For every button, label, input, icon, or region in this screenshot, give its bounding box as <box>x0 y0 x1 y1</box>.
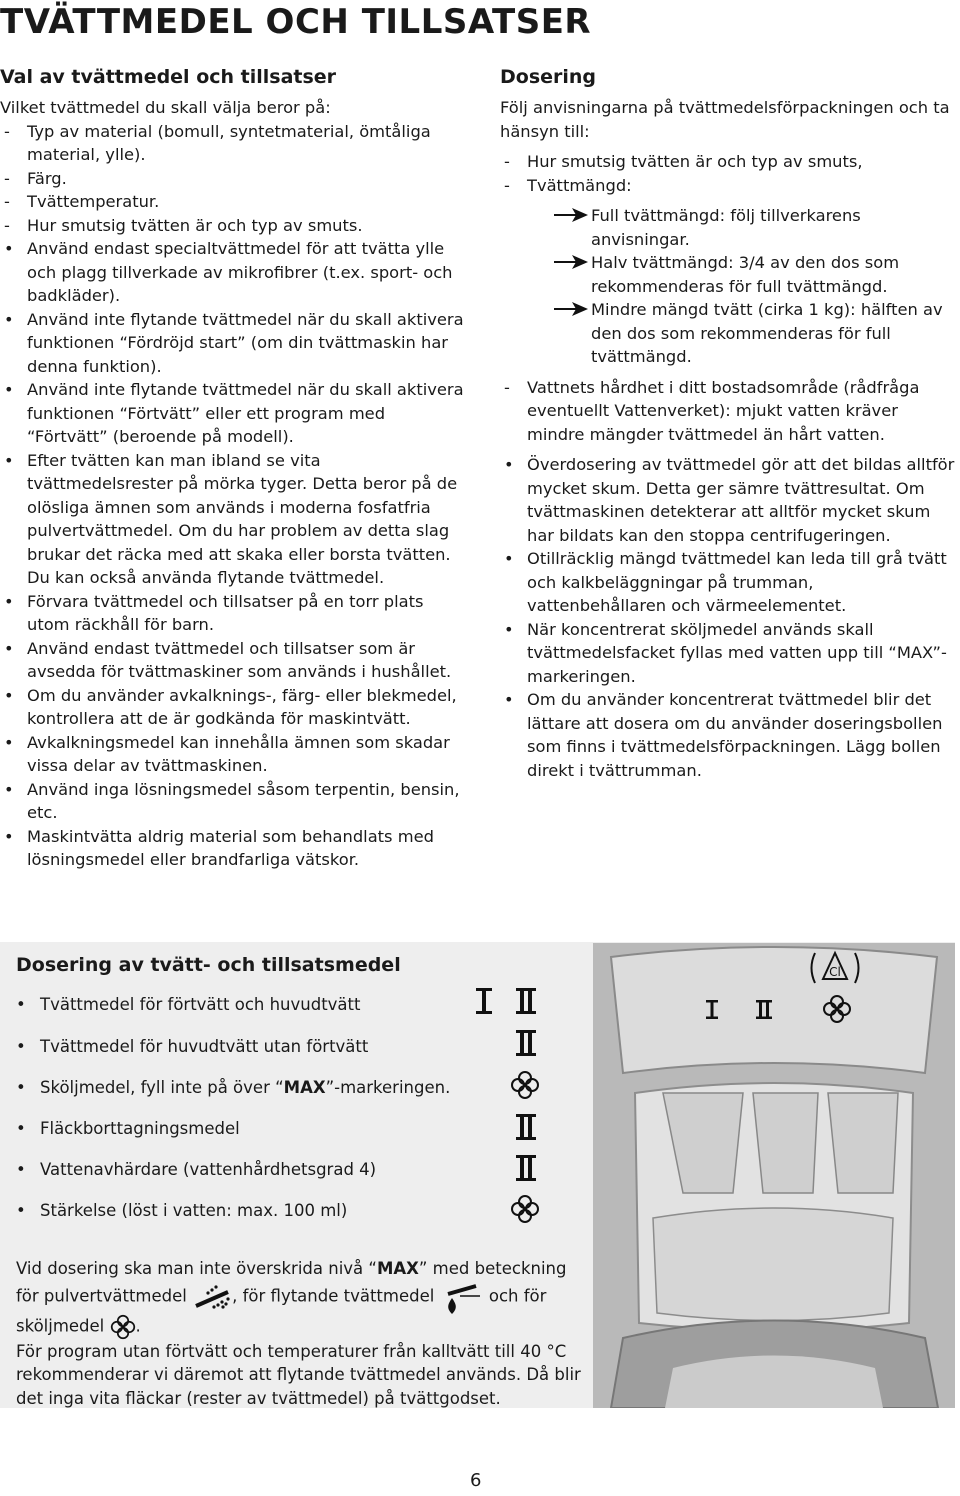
material-item: - Typ av material (bomull, syntetmaterial, ömtåliga material, ylle). <box>0 120 468 167</box>
arrow-right-icon <box>554 207 588 223</box>
right-intro: Följ anvisningarna på tvättmedelsförpackningen och ta hänsyn till: <box>500 98 950 141</box>
half-load-item <box>500 251 955 298</box>
dispenser-drawing <box>593 943 955 1408</box>
flower-icon <box>510 1070 540 1100</box>
dosing-max-note: Vid dosering ska man inte överskrida nivå “MAX” med beteckning för pulvertvättmedel , för flytande tvättmedel och för sköljmedel . <box>16 1257 591 1341</box>
full-load-text: Full tvättmängd: följ tillverkarens anvisningar. <box>591 206 861 249</box>
bullet-item: • Använd inga lösningsmedel såsom terpentin, bensin, etc. <box>0 778 468 825</box>
flower-icon <box>510 1194 540 1224</box>
left-intro: Vilket tvättmedel du skall välja beror på: <box>0 98 331 117</box>
page-number: 6 <box>470 1470 482 1491</box>
color-item: - Färg. <box>0 167 468 191</box>
compartment-2-icon <box>514 1028 538 1058</box>
arrow-right-icon <box>554 301 588 317</box>
bullet-item: • Om du använder avkalknings-, färg- eller blekmedel, kontrollera att de är godkända för maskintvätt. <box>0 684 468 731</box>
dosing-panel: Dosering av tvätt- och tillsatsmedel • Tvättmedel för förtvätt och huvudtvätt • Tvättmedel för huvudtvätt utan förtvätt • Sköljmedel, fyll inte på över “MAX”-markeringen. • Fläckborttagningsmedel • Vattenavhärdare (vattenhårdhetsgrad 4) • Stärkelse (löst i vatten: max. 100 ml) Vid dosering ska man inte överskrida nivå “MAX” med beteckning för pulvertvättmedel , för flytande tvättmedel och för sköljmedel . För program utan förtvätt och temperaturer från kalltvätt till 40 °C rekommenderar vi däremot att flytande tvättmedel används. Då blir det inga vita fläckar (rester av tvättmedel) på tvättgodset. <box>0 942 955 1408</box>
dosing-item-text: Vattenavhärdare (vattenhårdhetsgrad 4) <box>40 1160 377 1179</box>
page-title: TVÄTTMEDEL OCH TILLSATSER <box>0 2 592 42</box>
bullet-item: • Använd inte flytande tvättmedel när du skall aktivera funktionen “Förtvätt” eller ett program med “Förtvätt” (beroende på modell). <box>0 378 468 449</box>
right-heading: Dosering <box>500 66 597 88</box>
bleach-symbol-label: Cl <box>829 965 841 979</box>
temperature-item: - Tvättemperatur. <box>0 190 468 214</box>
bullet-item: • Otillräcklig mängd tvättmedel kan leda till grå tvätt och kalkbeläggningar på trumman, vattenbehållaren och värmeelementet. <box>500 547 955 618</box>
bullet-item: • Använd inte flytande tvättmedel när du skall aktivera funktionen “Fördröjd start” (om din tvättmaskin har denna funktion). <box>0 308 468 379</box>
load-item: - Tvättmängd: <box>500 174 955 198</box>
left-heading: Val av tvättmedel och tillsatser <box>0 66 337 88</box>
compartment-2-icon <box>514 986 538 1016</box>
arrow-right-icon <box>554 254 588 270</box>
full-load-item <box>500 204 955 251</box>
dosing-item-text: Tvättmedel för huvudtvätt utan förtvätt <box>40 1037 369 1056</box>
bullet-item: • När koncentrerat sköljmedel används skall tvättmedelsfacket fyllas med vatten upp till “MAX”-markeringen. <box>500 618 955 689</box>
bullet-item: • Använd endast specialtvättmedel för att tvätta ylle och plagg tillverkade av mikrofibrer (t.ex. sport- och badkläder). <box>0 237 468 308</box>
dosing-item-text: Sköljmedel, fyll inte på över “MAX”-markeringen. <box>40 1078 451 1097</box>
compartment-1-icon <box>474 986 494 1016</box>
flower-icon <box>110 1314 136 1340</box>
dosing-item-text: Tvättmedel för förtvätt och huvudtvätt <box>40 995 361 1014</box>
compartment-2-icon <box>514 1153 538 1183</box>
left-column <box>0 64 468 872</box>
small-load-item <box>500 298 955 369</box>
dispenser-photo <box>593 943 955 1408</box>
bullet-item: • Överdosering av tvättmedel gör att det bildas alltför mycket skum. Detta ger sämre tvättresultat. Om tvättmaskinen detekterar att alltför mycket skum har bildats kan den stoppa centrifugeringen. <box>500 453 955 547</box>
bullet-item: • Efter tvätten kan man ibland se vita tvättmedelsrester på mörka tyger. Detta beror på de olösliga ämnen som används i moderna fosfatfria pulvertvättmedel. Om du har problem av detta slag brukar det räcka med att skaka eller borsta tvätten. Du kan också använda flytande tvättmedel. <box>0 449 468 590</box>
compartment-2-icon <box>514 1112 538 1142</box>
water-hardness-item: - Vattnets hårdhet i ditt bostadsområde (rådfråga eventuellt Vattenverket): mjukt vatten kräver mindre mängder tvättmedel än hårt vatten. <box>500 376 955 447</box>
half-load-text: Halv tvättmängd: 3/4 av den dos som rekommenderas för full tvättmängd. <box>591 253 900 296</box>
liquid-detergent-icon <box>440 1280 484 1314</box>
liquid-detergent-note: För program utan förtvätt och temperaturer från kalltvätt till 40 °C rekommenderar vi däremot att flytande tvättmedel används. Då blir det inga vita fläckar (rester av tvättmedel) på tvättgodset. <box>16 1341 581 1408</box>
bullet-item: • Använd endast tvättmedel och tillsatser som är avsedda för tvättmaskiner som används i hushållet. <box>0 637 468 684</box>
powder-detergent-icon <box>192 1284 232 1310</box>
bullet-item: • Maskintvätta aldrig material som behandlats med lösningsmedel eller brandfarliga vätskor. <box>0 825 468 872</box>
dosing-item-text: Stärkelse (löst i vatten: max. 100 ml) <box>40 1201 348 1220</box>
bullet-item: • Om du använder koncentrerat tvättmedel blir det lättare att dosera om du använder doseringsbollen som finns i tvättmedelsförpackningen. Lägg bollen direkt i tvättrumman. <box>500 688 955 782</box>
right-column <box>500 64 955 782</box>
bullet-item: • Avkalkningsmedel kan innehålla ämnen som skadar vissa delar av tvättmaskinen. <box>0 731 468 778</box>
panel-heading: Dosering av tvätt- och tillsatsmedel <box>16 954 401 976</box>
soiling-item: - Hur smutsig tvätten är och typ av smuts. <box>0 214 468 238</box>
small-load-text: Mindre mängd tvätt (cirka 1 kg): hälften av den dos som rekommenderas för full tvättmängd. <box>591 300 943 366</box>
dosing-item-text: Fläckborttagningsmedel <box>40 1119 240 1138</box>
bullet-item: • Förvara tvättmedel och tillsatser på en torr plats utom räckhåll för barn. <box>0 590 468 637</box>
soiling-item: - Hur smutsig tvätten är och typ av smuts, <box>500 150 955 174</box>
